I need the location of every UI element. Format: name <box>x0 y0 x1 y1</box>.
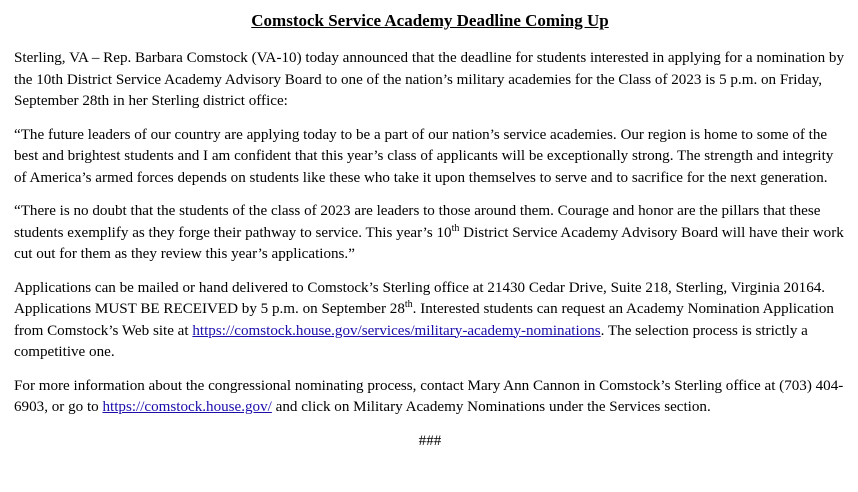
quote-paragraph-1: “The future leaders of our country are applying today to be a part of our nation’s service academies. Our region is home to some of the best and brightest students and I am confident that this year’s class of applicants will be exceptionally strong. The strength and integrity of America’s armed forces depends on students like these who take it upon themselves to serve and to sacrifice for the next generation. <box>14 126 834 186</box>
quote2-superscript: th <box>451 222 460 234</box>
applications-paragraph <box>14 278 846 364</box>
applications-text-2: . Interested students can request an Academy Nomination Application from Comstock’s Web site at <box>14 301 834 339</box>
contact-text-1: For more information about the congressional nominating process, contact Mary Ann Cannon in Comstock’s Sterling office at (703) 404-6903, or go to <box>14 377 844 415</box>
page-title: Comstock Service Academy Deadline Coming Up <box>251 11 609 30</box>
academy-nominations-link[interactable]: https://comstock.house.gov/services/military-academy-nominations <box>192 322 601 339</box>
applications-superscript: th <box>404 298 413 310</box>
quote-paragraph-2 <box>14 201 846 266</box>
applications-text-1: Applications can be mailed or hand delivered to Comstock’s Sterling office at 21430 Cedar Drive, Suite 218, Sterling, Virginia 20164. Applications MUST BE RECEIVED by 5 p.m. on September 28 <box>14 279 826 317</box>
quote2-text-before: “There is no doubt that the students of the class of 2023 are leaders to those around them. Courage and honor are the pillars that these students exemplify as they forge their pathway to service. This year’s 10 <box>14 203 821 241</box>
contact-paragraph <box>14 376 846 419</box>
end-mark: ### <box>418 432 442 449</box>
applications-text-3: . The selection process is strictly a competitive one. <box>14 322 808 360</box>
contact-text-2: and click on Military Academy Nominations under the Services section. <box>271 399 711 415</box>
quote2-text-after: District Service Academy Advisory Board will have their work cut out for them as they review this year’s applications.” <box>14 224 844 262</box>
comstock-website-link[interactable]: https://comstock.house.gov/ <box>102 399 272 415</box>
intro-paragraph: Sterling, VA – Rep. Barbara Comstock (VA-10) today announced that the deadline for students interested in applying for a nomination by the 10th District Service Academy Advisory Board to one of the nation’s military academies for the Class of 2023 is 5 p.m. on Friday, September 28th in her Sterling district office: <box>14 50 844 109</box>
